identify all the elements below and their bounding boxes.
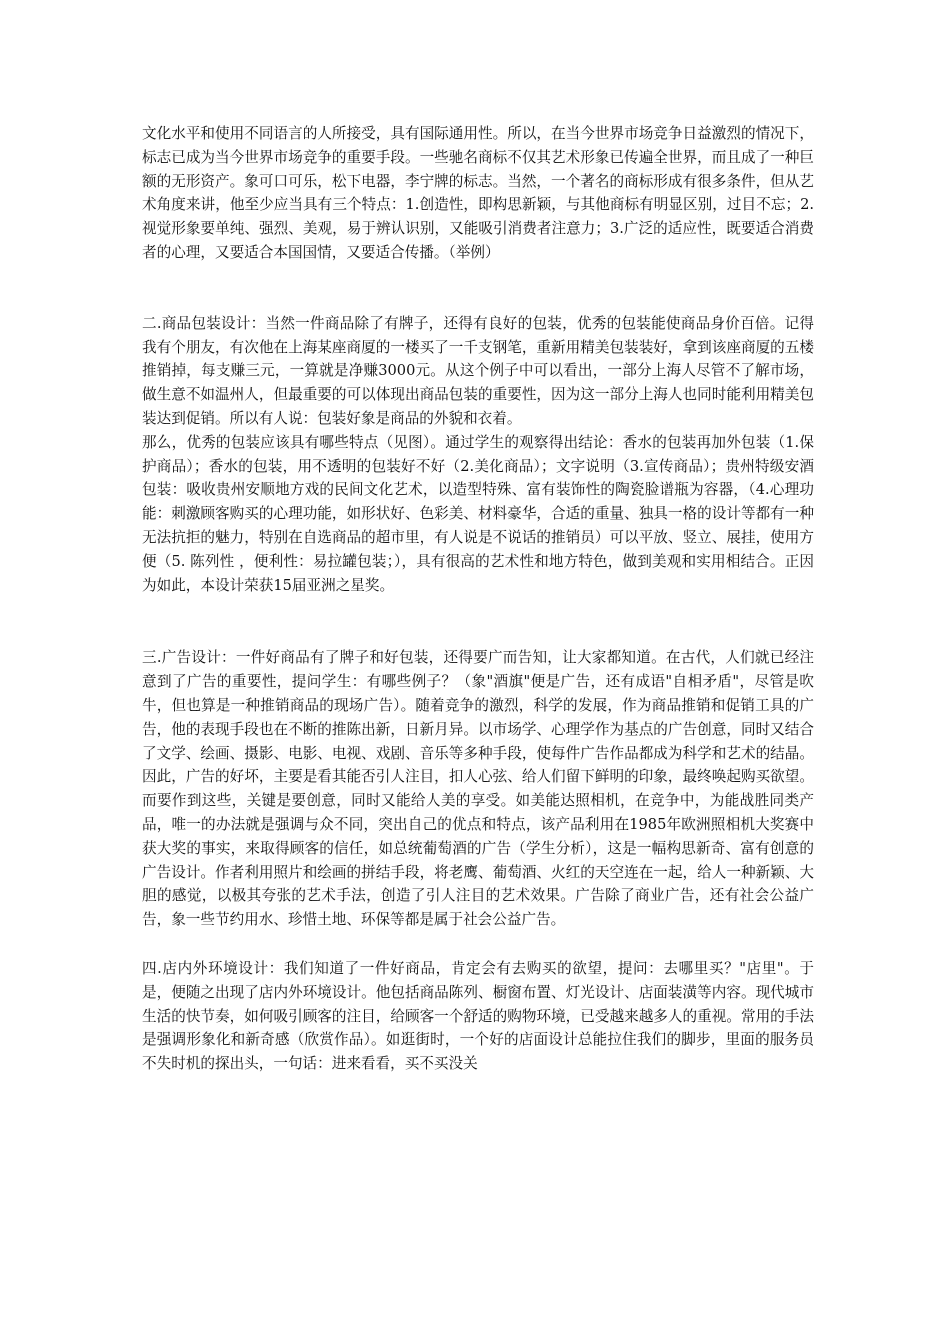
- paragraph-packaging-features: 那么，优秀的包装应该具有哪些特点（见图）。通过学生的观察得出结论：香水的包装再加外包装（1.保护商品）；香水的包装，用不透明的包装好不好（2.美化商品）；文字说明（3.宣传商品）；贵州特级安酒包装：吸收贵州安顺地方戏的民间文化艺术，以造型特殊、富有装饰性的陶瓷脸谱瓶为容器，（4.心理功能：刺激顾客购买的心理功能，如形状好、色彩美、材料豪华，合适的重量、独具一格的设计等都有一种无法抗拒的魅力，特别在自选商品的超市里，有人说是不说话的推销员）可以平放、竖立、展挂，使用方便（5. 陈列性 ，便利性：易拉罐包装；），具有很高的艺术性和地方特色，做到美观和实用相结合。正因为如此，本设计荣获15届亚洲之星奖。: [142, 433, 814, 594]
- paragraph-trademark-features: 文化水平和使用不同语言的人所接受，具有国际通用性。所以，在当今世界市场竞争日益激烈的情况下，标志已成为当今世界市场竞争的重要手段。一些驰名商标不仅其艺术形象已传遍全世界，而且成了一种巨额的无形资产。象可口可乐，松下电器，李宁牌的标志。当然，一个著名的商标形成有很多条件，但从艺术角度来讲，他至少应当具有三个特点：1.创造性，即构思新颖，与其他商标有明显区别，过目不忘；2.视觉形象要单纯、强烈、美观，易于辨认识别，又能吸引消费者注意力；3.广泛的适应性，既要适合消费者的心理，又要适合本国国情，又要适合传播。（举例）: [142, 125, 814, 261]
- paragraph-spacer: [142, 932, 814, 957]
- paragraph-advertising-design: 三.广告设计：一件好商品有了牌子和好包装，还得要广而告知，让大家都知道。在古代，人们就已经注意到了广告的重要性，提问学生：有哪些例子？（象"酒旗"便是广告，还有成语"自相矛盾"，尽管是吹牛，但也算是一种推销商品的现场广告）。随着竞争的激烈，科学的发展，作为商品推销和促销工具的广告，他的表现手段也在不断的推陈出新，日新月异。以市场学、心理学作为基点的广告创意，同时又结合了文学、绘画、摄影、电影、电视、戏剧、音乐等多种手段，使每件广告作品都成为科学和艺术的结晶。因此，广告的好坏，主要是看其能否引人注目，扣人心弦、给人们留下鲜明的印象，最终唤起购买欲望。而要作到这些，关键是要创意，同时又能给人美的享受。如美能达照相机，在竞争中，为能战胜同类产品，唯一的办法就是强调与众不同，突出自己的优点和特点，该产品利用在1985年欧洲照相机大奖赛中获大奖的事实，来取得顾客的信任，如总统葡萄酒的广告（学生分析），这是一幅构思新奇、富有创意的广告设计。作者利用照片和绘画的拼结手段，将老鹰、葡萄酒、火红的天空连在一起，给人一种新颖、大胆的感觉，以极其夸张的艺术手法，创造了引人注目的艺术效果。广告除了商业广告，还有社会公益广告，象一些节约用水、珍惜土地、环保等都是属于社会公益广告。: [142, 649, 814, 929]
- paragraph-spacer: [142, 597, 814, 646]
- paragraph-store-environment-design: 四.店内外环境设计：我们知道了一件好商品，肯定会有去购买的欲望，提问：去哪里买？"店里"。于是，便随之出现了店内外环境设计。他包括商品陈列、橱窗布置、灯光设计、店面装潢等内容。现代城市生活的快节奏，如何吸引顾客的注目，给顾客一个舒适的购物环境，已受越来越多人的重视。常用的手法是强调形象化和新奇感（欣赏作品）。如逛街时，一个好的店面设计总能拉住我们的脚步，里面的服务员不失时机的探出头，一句话：进来看看，买不买没关: [142, 959, 814, 1073]
- paragraph-packaging-design: 二.商品包装设计：当然一件商品除了有牌子，还得有良好的包装，优秀的包装能使商品身价百倍。记得我有个朋友，有次他在上海某座商厦的一楼买了一千支钢笔，重新用精美包装装好，拿到该座商厦的五楼推销掉，每支赚三元，一算就是净赚3000元。从这个例子中可以看出，一部分上海人尽管不了解市场，做生意不如温州人，但最重要的可以体现出商品包装的重要性，因为这一部分上海人也同时能利用精美包装达到促销。所以有人说：包装好象是商品的外貌和衣着。: [142, 314, 814, 427]
- paragraph-spacer: [142, 265, 814, 312]
- document-page: [142, 122, 814, 1076]
